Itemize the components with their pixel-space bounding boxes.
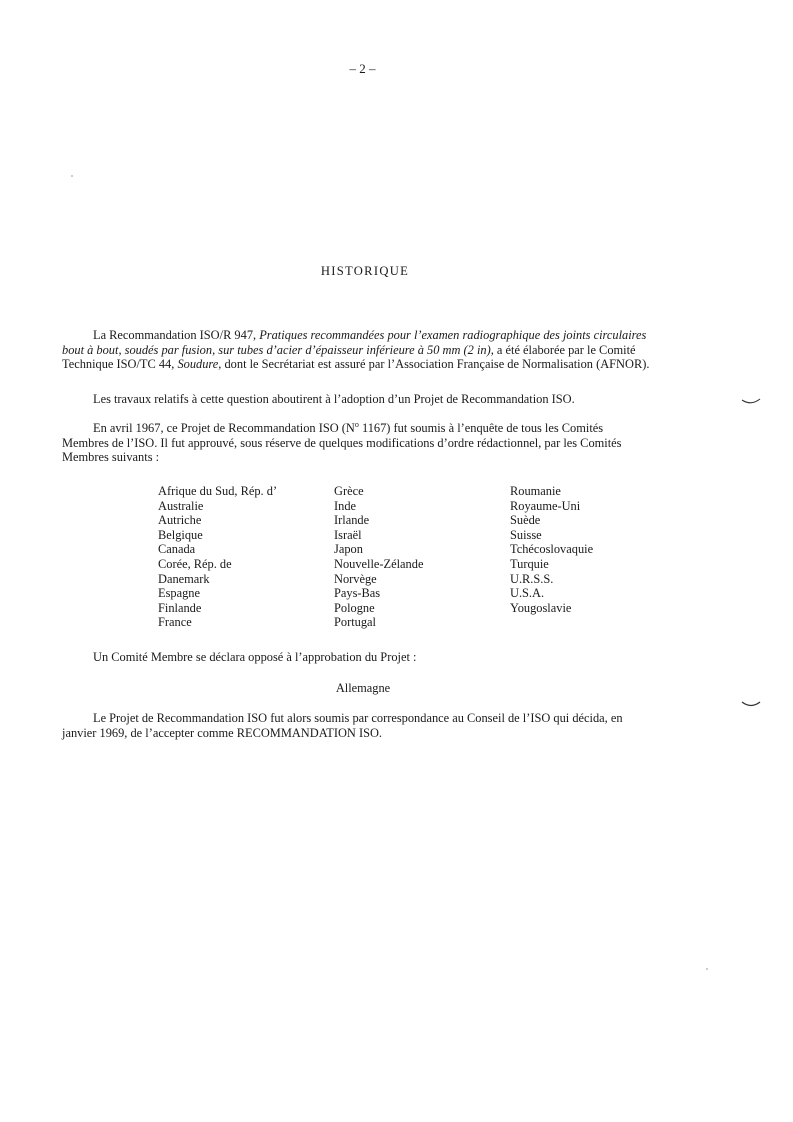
paragraph-1 — [62, 328, 712, 372]
country-item: Irlande — [334, 513, 370, 528]
country-item: Portugal — [334, 615, 376, 630]
paragraph-1-text: Technique ISO/TC 44, — [62, 357, 178, 372]
country-item: U.S.A. — [510, 586, 545, 601]
page-heading: HISTORIQUE — [320, 264, 410, 278]
country-item: Turquie — [510, 556, 549, 571]
member-bodies-column-1 — [158, 484, 277, 630]
paragraph-5-text: Le Projet de Recommandation ISO fut alors soumis par correspondance au Conseil de l’ISO qui décida, en — [93, 711, 623, 725]
country-item: Japon — [334, 542, 363, 557]
paragraph-5 — [62, 711, 712, 740]
country-item: Israël — [334, 527, 362, 542]
paragraph-1-line-2 — [62, 343, 712, 358]
margin-mark-icon — [741, 700, 761, 708]
country-item: Afrique du Sud, Rép. d’ — [158, 484, 278, 498]
paragraph-3-line-1 — [62, 421, 712, 436]
paragraph-1-title-italic: Pratiques recommandées pour l’examen radiographique des joints circulaires — [259, 328, 647, 342]
paragraph-2-text: Les travaux relatifs à cette question aboutirent à l’adoption d’un Projet de Recommandation ISO. — [93, 392, 575, 406]
member-bodies-list — [158, 484, 658, 634]
country-item: Yougoslavie — [510, 600, 572, 615]
scan-speck — [71, 175, 73, 177]
member-bodies-column-2 — [334, 484, 423, 630]
country-item: Grèce — [334, 484, 364, 498]
country-item: Danemark — [158, 571, 210, 586]
country-item: Suisse — [510, 527, 542, 542]
paragraph-1-text: dont le Secrétariat est assuré par l’Association Française de Normalisation (AFNOR). — [221, 357, 650, 372]
country-item: Roumanie — [510, 484, 561, 498]
opposed-member: Allemagne — [335, 681, 391, 695]
country-item: Tchécoslovaquie — [510, 542, 594, 557]
country-item: Nouvelle-Zélande — [334, 556, 424, 571]
scan-speck — [706, 968, 708, 970]
country-item: Suède — [510, 513, 541, 528]
paragraph-1-text: a été élaborée par le Comité — [493, 342, 636, 357]
country-item: Espagne — [158, 586, 200, 601]
country-item: Norvège — [334, 571, 377, 586]
paragraph-3-text: En avril 1967, ce Projet de Recommandation ISO (N — [93, 421, 355, 435]
paragraph-1-line-1 — [62, 328, 712, 343]
paragraph-3 — [62, 421, 712, 465]
country-item: Royaume-Uni — [510, 498, 581, 513]
country-item: Pays-Bas — [334, 586, 381, 601]
country-item: Pologne — [334, 600, 375, 615]
paragraph-1-text: La Recommandation ISO/R 947, — [93, 328, 260, 342]
paragraph-5-line-2: janvier 1969, de l’accepter comme RECOMMANDATION ISO. — [62, 725, 383, 740]
paragraph-3-text: 1167) fut soumis à l’enquête de tous les Comités — [358, 421, 604, 435]
paragraph-1-title-italic-cont: bout à bout, soudés par fusion, sur tubes d’acier d’épaisseur inférieure à 50 mm (2 in), — [62, 342, 494, 357]
country-item: Inde — [334, 498, 357, 513]
paragraph-1-committee-italic: Soudure, — [177, 357, 222, 372]
paragraph-3-line-3: Membres suivants : — [62, 450, 160, 465]
paragraph-1-line-3 — [62, 357, 712, 372]
paragraph-4-text: Un Comité Membre se déclara opposé à l’approbation du Projet : — [93, 650, 417, 664]
country-item: Autriche — [158, 513, 202, 528]
country-item: Canada — [158, 542, 196, 557]
country-item: U.R.S.S. — [510, 571, 554, 586]
paragraph-5-line-1 — [62, 711, 712, 726]
country-item: Australie — [158, 498, 204, 513]
member-bodies-column-3 — [510, 484, 593, 615]
page-number: – 2 – — [349, 61, 376, 76]
paragraph-4-line — [62, 650, 712, 665]
numero-superscript: o — [354, 419, 359, 429]
country-item: Belgique — [158, 527, 203, 542]
margin-mark-icon — [741, 398, 761, 406]
paragraph-4 — [62, 650, 712, 665]
country-item: Finlande — [158, 600, 202, 615]
paragraph-2-line — [62, 392, 712, 407]
country-item: France — [158, 615, 192, 630]
paragraph-2 — [62, 392, 712, 407]
country-item: Corée, Rép. de — [158, 556, 232, 571]
paragraph-3-line-2: Membres de l’ISO. Il fut approuvé, sous réserve de quelques modifications d’ordre rédactionnel, par les Comités — [62, 435, 622, 450]
